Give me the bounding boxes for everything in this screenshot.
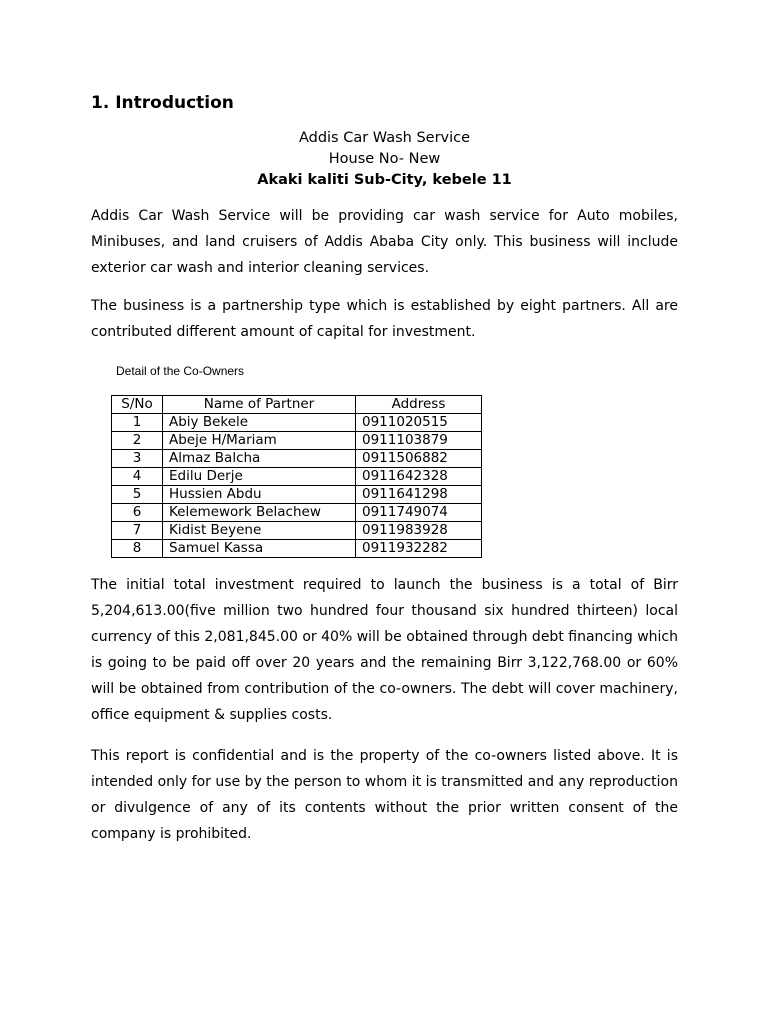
cell-address: 0911932282 (356, 540, 482, 558)
cell-partner-name: Samuel Kassa (163, 540, 356, 558)
table-row (112, 540, 482, 558)
business-location: Akaki kaliti Sub-City, kebele 11 (257, 172, 512, 188)
cell-sno: 5 (112, 486, 163, 504)
cell-address: 0911020515 (356, 414, 482, 432)
table-header-row (112, 396, 482, 414)
cell-address: 0911506882 (356, 450, 482, 468)
table-row (112, 522, 482, 540)
table-row (112, 432, 482, 450)
column-header-address: Address (356, 396, 482, 414)
cell-sno: 6 (112, 504, 163, 522)
cell-partner-name: Abiy Bekele (163, 414, 356, 432)
column-header-sno: S/No (112, 396, 163, 414)
business-title-block (91, 128, 678, 191)
house-number: House No- New (328, 151, 441, 167)
table-row (112, 486, 482, 504)
cell-address: 0911983928 (356, 522, 482, 540)
cell-sno: 3 (112, 450, 163, 468)
cell-partner-name: Kidist Beyene (163, 522, 356, 540)
cell-address: 0911103879 (356, 432, 482, 450)
cell-sno: 4 (112, 468, 163, 486)
intro-paragraph-services: Addis Car Wash Service will be providing car wash service for Auto mobiles, Minibuses, and land cruisers of Addis Ababa City only. This business will include exterior car wash and interior cleaning services. (91, 208, 678, 276)
cell-partner-name: Kelemework Belachew (163, 504, 356, 522)
column-header-name: Name of Partner (163, 396, 356, 414)
cell-partner-name: Almaz Balcha (163, 450, 356, 468)
section-heading: 1. Introduction (91, 93, 234, 113)
cell-sno: 7 (112, 522, 163, 540)
cell-partner-name: Edilu Derje (163, 468, 356, 486)
cell-sno: 1 (112, 414, 163, 432)
intro-paragraph-partnership: The business is a partnership type which is established by eight partners. All are contributed different amount of capital for investment. (91, 298, 678, 340)
investment-paragraph: The initial total investment required to launch the business is a total of Birr 5,204,613.00(five million two hundred four thousand six hundred thirteen) local currency of this 2,081,845.00 or 40% will be obtained through debt financing which is going to be paid off over 20 years and the remaining Birr 3,122,768.00 or 60% will be obtained from contribution of the co-owners. The debt will cover machinery, office equipment & supplies costs. (91, 577, 678, 723)
table-row (112, 414, 482, 432)
confidentiality-paragraph: This report is confidential and is the property of the co-owners listed above. It is intended only for use by the person to whom it is transmitted and any reproduction or divulgence of any of its contents without the prior written consent of the company is prohibited. (91, 748, 678, 842)
cell-address: 0911642328 (356, 468, 482, 486)
cell-partner-name: Abeje H/Mariam (163, 432, 356, 450)
table-row (112, 468, 482, 486)
business-name: Addis Car Wash Service (298, 130, 471, 146)
table-row (112, 504, 482, 522)
cell-address: 0911641298 (356, 486, 482, 504)
table-row (112, 450, 482, 468)
co-owners-table (111, 395, 482, 558)
cell-partner-name: Hussien Abdu (163, 486, 356, 504)
cell-sno: 2 (112, 432, 163, 450)
cell-sno: 8 (112, 540, 163, 558)
co-owners-table-caption: Detail of the Co-Owners (116, 364, 245, 378)
cell-address: 0911749074 (356, 504, 482, 522)
